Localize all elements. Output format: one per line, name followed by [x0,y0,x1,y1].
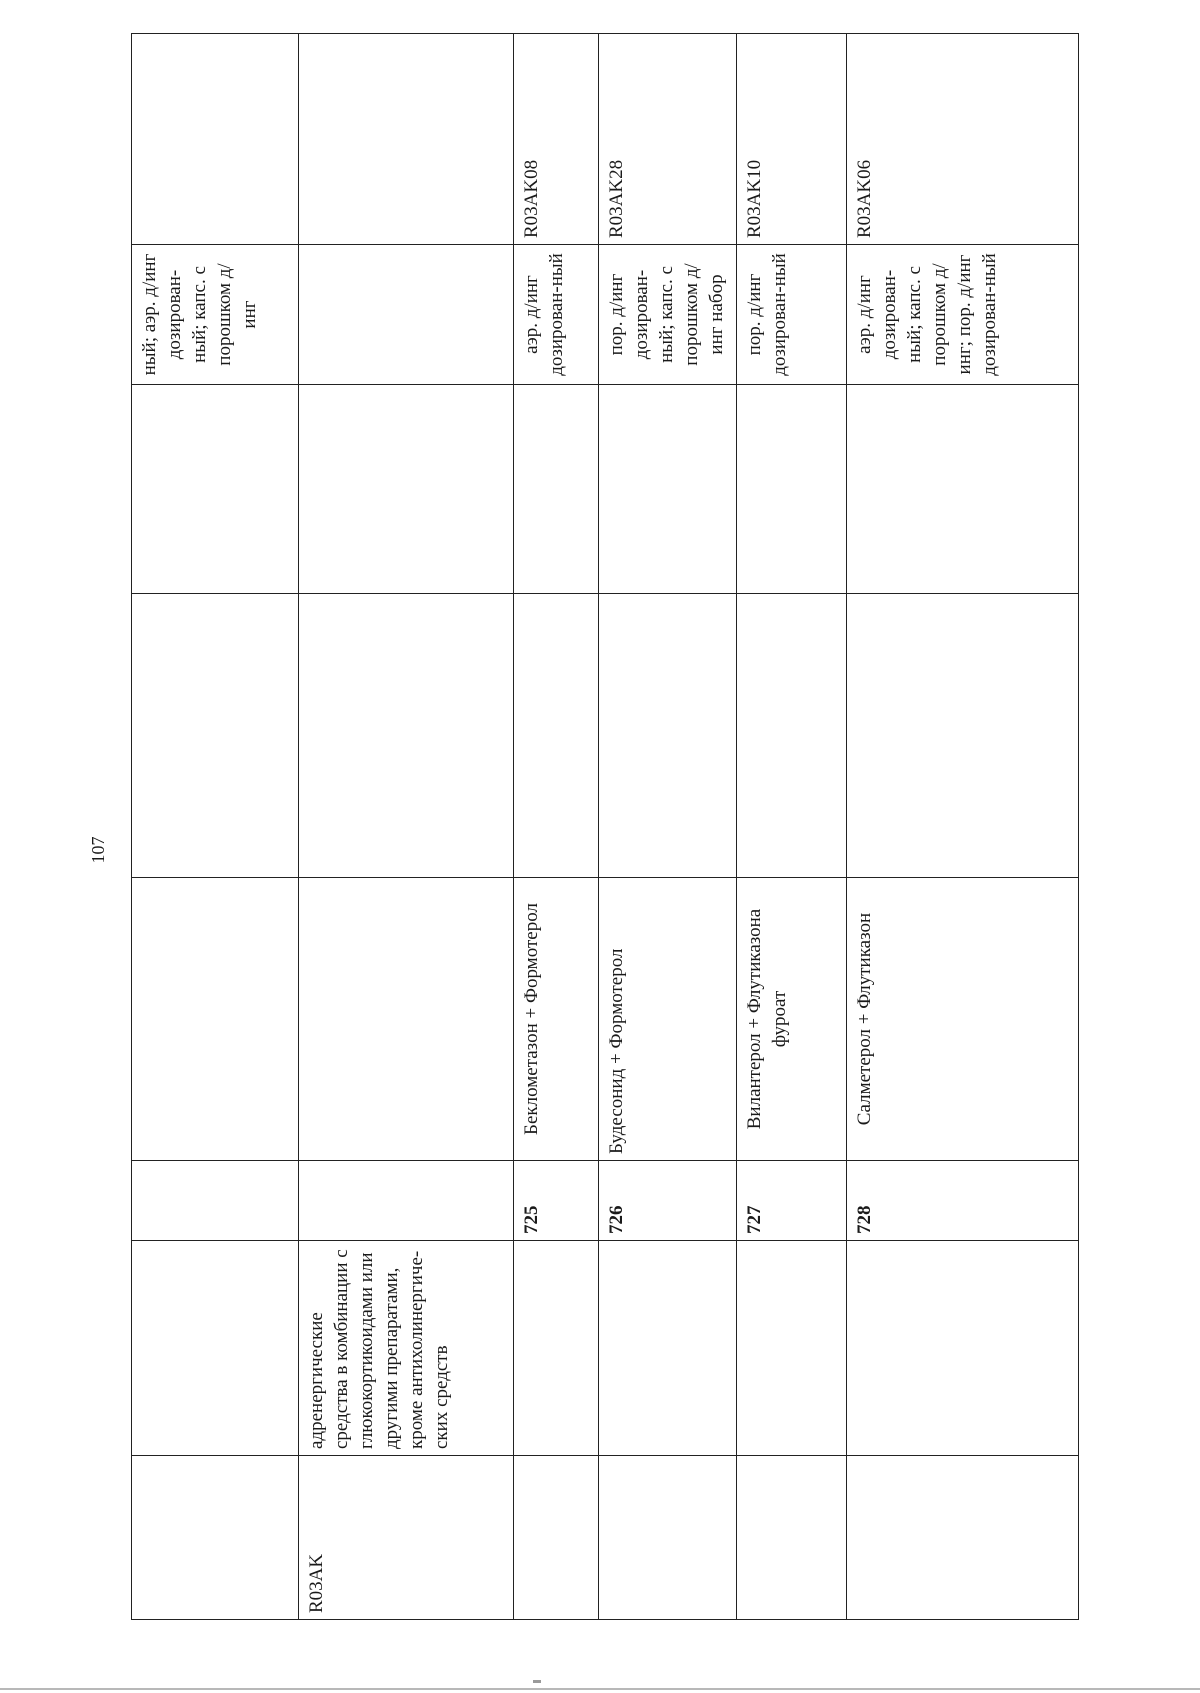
empty-cell [599,1456,737,1620]
group-row [299,34,514,1620]
continuation-row [132,34,299,1620]
empty-cell [847,1456,1079,1620]
page-bottom-rule [0,1688,1200,1690]
empty-cell [132,385,299,594]
empty-cell [847,594,1079,878]
empty-cell [737,385,847,594]
empty-cell [132,34,299,245]
atc-code-cell: R03AK06 [847,34,1079,245]
page-number: 107 [88,836,108,864]
empty-cell [132,1241,299,1456]
drug-name-cell: Салметерол + Флутиказон [847,878,1079,1161]
dosage-form-cell: аэр. д/инг дозирован-ный [514,245,599,385]
row-number-cell: 726 [599,1161,737,1241]
table-row [599,34,737,1620]
empty-cell [299,34,514,245]
table-row [847,34,1079,1620]
empty-cell [299,385,514,594]
empty-cell [514,385,599,594]
empty-cell [132,1161,299,1241]
empty-cell [737,1241,847,1456]
empty-cell [847,1241,1079,1456]
empty-cell [299,1161,514,1241]
empty-cell [599,594,737,878]
empty-cell [132,1456,299,1620]
empty-cell [737,1456,847,1620]
row-number-cell: 725 [514,1161,599,1241]
empty-cell [847,385,1079,594]
empty-cell [599,1241,737,1456]
drug-name-cell: Беклометазон + Формотерол [514,878,599,1161]
group-description-cell: адренергические средства в комбинации с глюкокортикоидами или другими препаратами, кроме антихолинергиче-ских средств [299,1241,514,1456]
drug-list-table [131,33,1079,1620]
row-number-cell: 728 [847,1161,1079,1241]
drug-name-cell: Вилантерол + Флутиказона фуроат [737,878,847,1161]
dosage-form-cell: пор. д/инг дозирован-ный; капс. с порошком д/инг набор [599,245,737,385]
atc-code-cell: R03AK28 [599,34,737,245]
dosage-form-cell: пор. д/инг дозирован-ный [737,245,847,385]
group-code-cell: R03AK [299,1456,514,1620]
empty-cell [737,594,847,878]
empty-cell [299,245,514,385]
row-number-cell: 727 [737,1161,847,1241]
table-container [131,34,1078,1620]
empty-cell [299,594,514,878]
empty-cell [132,878,299,1161]
scan-artifact [533,1680,541,1683]
empty-cell [599,385,737,594]
empty-cell [299,878,514,1161]
empty-cell [514,1241,599,1456]
atc-code-cell: R03AK08 [514,34,599,245]
atc-code-cell: R03AK10 [737,34,847,245]
dosage-form-cell: ный; аэр. д/инг дозирован-ный; капс. с порошком д/инг [132,245,299,385]
drug-name-cell: Будесонид + Формотерол [599,878,737,1161]
empty-cell [514,1456,599,1620]
table-row [514,34,599,1620]
empty-cell [514,594,599,878]
empty-cell [132,594,299,878]
dosage-form-cell: аэр. д/инг дозирован-ный; капс. с порошком д/инг; пор. д/инг дозирован-ный [847,245,1079,385]
table-row [737,34,847,1620]
